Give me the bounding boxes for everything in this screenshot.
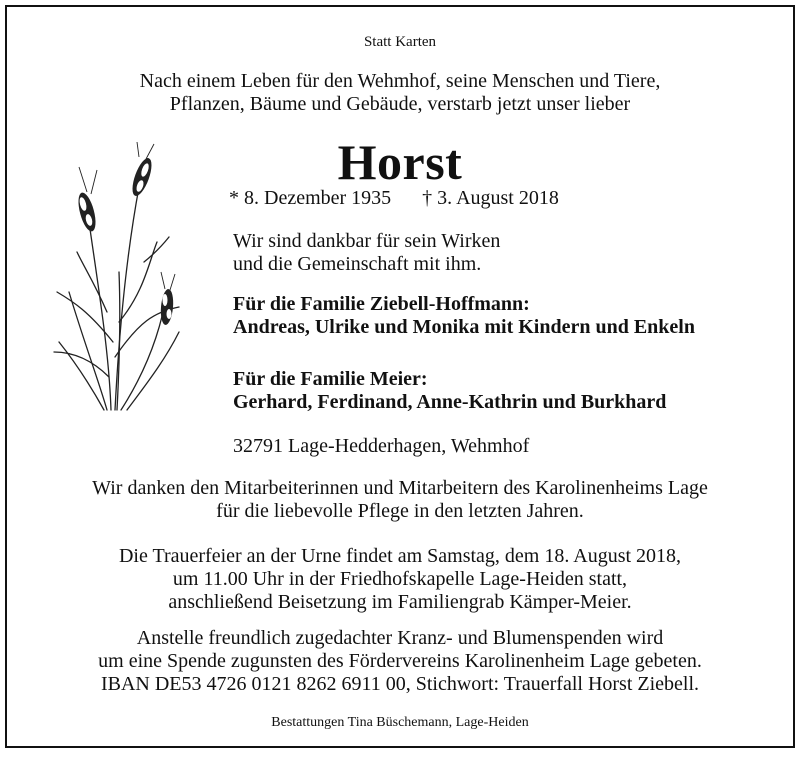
life-dates — [229, 187, 559, 210]
donation-request-text — [7, 627, 793, 696]
intro-text — [7, 70, 793, 116]
thanks-line-1: Wir danken den Mitarbeiterinnen und Mitarbeitern des Karolinenheims Lage — [92, 477, 708, 499]
donation-line-1: Anstelle freundlich zugedachter Kranz- und Blumenspenden wird — [136, 627, 664, 649]
gratitude-text — [233, 230, 500, 276]
family-block-1 — [233, 293, 695, 339]
service-line-2: um 11.00 Uhr in der Friedhofskapelle Lage-Heiden statt, — [172, 568, 628, 590]
intro-line-1: Nach einem Leben für den Wehmhof, seine Menschen und Tiere, — [139, 70, 661, 92]
family-title: Für die Familie Meier: — [233, 368, 428, 390]
funeral-service-text — [7, 545, 793, 614]
family-members: Gerhard, Ferdinand, Anne-Kathrin und Burkhard — [233, 391, 667, 413]
family-block-2 — [233, 368, 666, 414]
obituary-notice — [5, 5, 795, 748]
thanks-line-2: für die liebevolle Pflege in den letzten Jahren. — [216, 500, 584, 522]
donation-line-2: um eine Spende zugunsten des Fördervereins Karolinenheim Lage gebeten. — [98, 650, 702, 672]
intro-line-2: Pflanzen, Bäume und Gebäude, verstarb jetzt unser lieber — [169, 93, 631, 115]
service-line-3: anschließend Beisetzung im Familiengrab Kämper-Meier. — [168, 591, 632, 613]
service-line-1: Die Trauerfeier an der Urne findet am Samstag, dem 18. August 2018, — [118, 545, 682, 567]
statt-karten-label: Statt Karten — [363, 34, 437, 50]
death-date: † 3. August 2018 — [422, 187, 559, 209]
family-address: 32791 Lage-Hedderhagen, Wehmhof — [233, 435, 530, 457]
thanks-text — [7, 477, 793, 523]
donation-line-3: IBAN DE53 4726 0121 8262 6911 00, Stichwort: Trauerfall Horst Ziebell. — [100, 673, 700, 695]
family-title: Für die Familie Ziebell-Hoffmann: — [233, 293, 530, 315]
gratitude-line-1: Wir sind dankbar für sein Wirken — [233, 230, 501, 252]
undertaker-credit: Bestattungen Tina Büschemann, Lage-Heiden — [271, 715, 529, 730]
birth-date: * 8. Dezember 1935 — [229, 187, 392, 209]
deceased-name: Horst — [337, 134, 463, 190]
gratitude-line-2: und die Gemeinschaft mit ihm. — [233, 253, 482, 275]
family-members: Andreas, Ulrike und Monika mit Kindern und Enkeln — [233, 316, 695, 338]
